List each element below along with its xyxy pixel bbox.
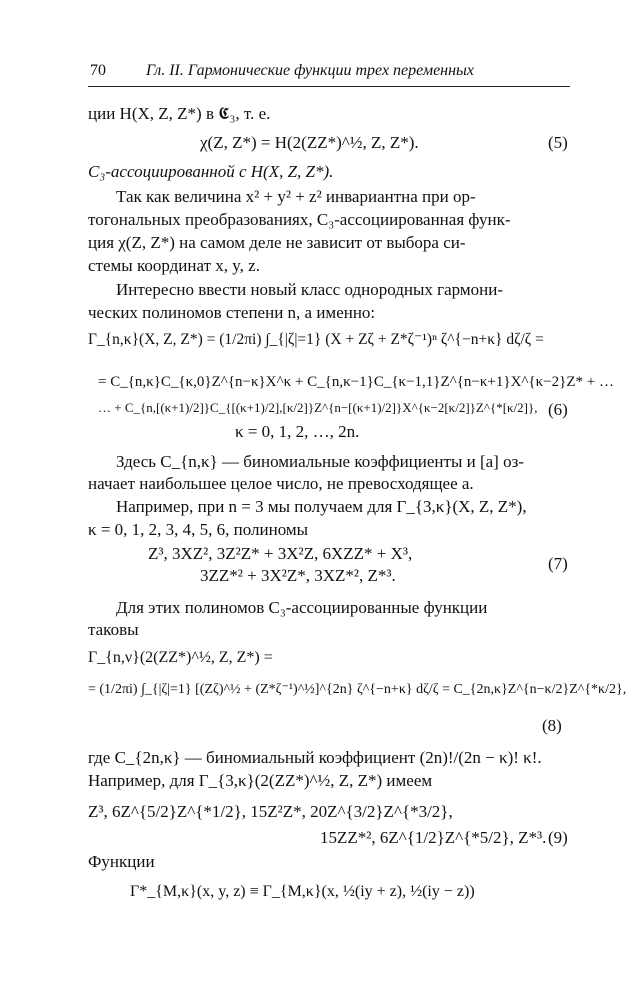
text-line-7: стемы координат x, y, z. <box>88 256 260 275</box>
running-title: Гл. II. Гармонические функции трех переменных <box>146 62 474 79</box>
text-line-15: таковы <box>88 620 139 639</box>
equation-8-line-1: Γ_{n,ν}(2(ZZ*)^½, Z, Z*) = <box>88 649 273 666</box>
text-line-3: C₃-ассоциированной с H(X, Z, Z*). <box>88 162 334 181</box>
equation-6-line-2: = C_{n,κ}C_{κ,0}Z^{n−κ}X^κ + C_{n,κ−1}C_{κ−1,1}Z^{n−κ+1}X^{κ−2}Z* + … <box>98 374 614 390</box>
text-line-18: Функции <box>88 852 155 871</box>
text-line-6: ция χ(Z, Z*) на самом деле не зависит от выбора си- <box>88 233 466 252</box>
text-line-11: начает наибольшее целое число, не превосходящее a. <box>88 474 474 493</box>
equation-8-number: (8) <box>542 716 562 735</box>
equation-10: Γ*_{M,κ}(x, y, z) ≡ Γ_{M,κ}(x, ½(iy + z), ½(iy − z)) <box>130 883 475 900</box>
text-line-13: κ = 0, 1, 2, 3, 4, 5, 6, полиномы <box>88 520 309 539</box>
text-line-5: тогональных преобразованиях, C₃-ассоциированная функ- <box>88 210 511 229</box>
text-line-10: Здесь C_{n,κ} — биномиальные коэффициенты и [a] оз- <box>116 452 524 471</box>
text-line-1: ции H(X, Z, Z*) в 𝕮₃, т. е. <box>88 104 271 123</box>
text-line-8: Интересно ввести новый класс однородных гармони- <box>116 280 504 299</box>
equation-5: χ(Z, Z*) = H(2(ZZ*)^½, Z, Z*). <box>200 133 419 152</box>
equation-9-line-2: 15ZZ*², 6Z^{1/2}Z^{*5/2}, Z*³. <box>320 828 547 847</box>
text-line-14: Для этих полиномов C₃-ассоциированные функции <box>116 598 488 617</box>
text-line-16: где C_{2n,κ} — биномиальный коэффициент (2n)!/(2n − κ)! κ!. <box>88 748 542 767</box>
text-line-17: Например, для Γ_{3,κ}(2(ZZ*)^½, Z, Z*) имеем <box>88 771 433 790</box>
equation-8-line-2: = (1/2πi) ∫_{|ζ|=1} [(Zζ)^½ + (Z*ζ⁻¹)^½]^{2n} ζ^{−n+κ} dζ/ζ = C_{2n,κ}Z^{n−κ/2}Z^{*κ/2}, <box>88 682 627 697</box>
equation-6-line-1: Γ_{n,κ}(X, Z, Z*) = (1/2πi) ∫_{|ζ|=1} (X + Zζ + Z*ζ⁻¹)ⁿ ζ^{−n+κ} dζ/ζ = <box>88 331 544 348</box>
equation-9-number: (9) <box>548 828 568 847</box>
equation-6-line-3: … + C_{n,[(κ+1)/2]}C_{[(κ+1)/2],[κ/2]}Z^{n−[(κ+1)/2]}X^{κ−2[κ/2]}Z^{*[κ/2]}, <box>98 400 538 415</box>
equation-5-number: (5) <box>548 133 568 152</box>
text-line-12: Например, при n = 3 мы получаем для Γ_{3,κ}(X, Z, Z*), <box>116 497 527 516</box>
text-line-9: ческих полиномов степени n, а именно: <box>88 303 376 322</box>
equation-6-number: (6) <box>548 400 568 419</box>
text-line-4: Так как величина x² + y² + z² инвариантна при ор- <box>116 187 476 206</box>
equation-9-line-1: Z³, 6Z^{5/2}Z^{*1/2}, 15Z²Z*, 20Z^{3/2}Z^{*3/2}, <box>88 802 453 821</box>
equation-7-line-2: 3ZZ*² + 3X²Z*, 3XZ*², Z*³. <box>200 566 396 585</box>
equation-6-line-4: κ = 0, 1, 2, …, 2n. <box>235 422 360 441</box>
equation-7-number: (7) <box>548 554 568 573</box>
page-header <box>88 62 570 87</box>
page-number: 70 <box>90 62 106 79</box>
equation-7-line-1: Z³, 3XZ², 3Z²Z* + 3X²Z, 6XZZ* + X³, <box>148 544 413 563</box>
